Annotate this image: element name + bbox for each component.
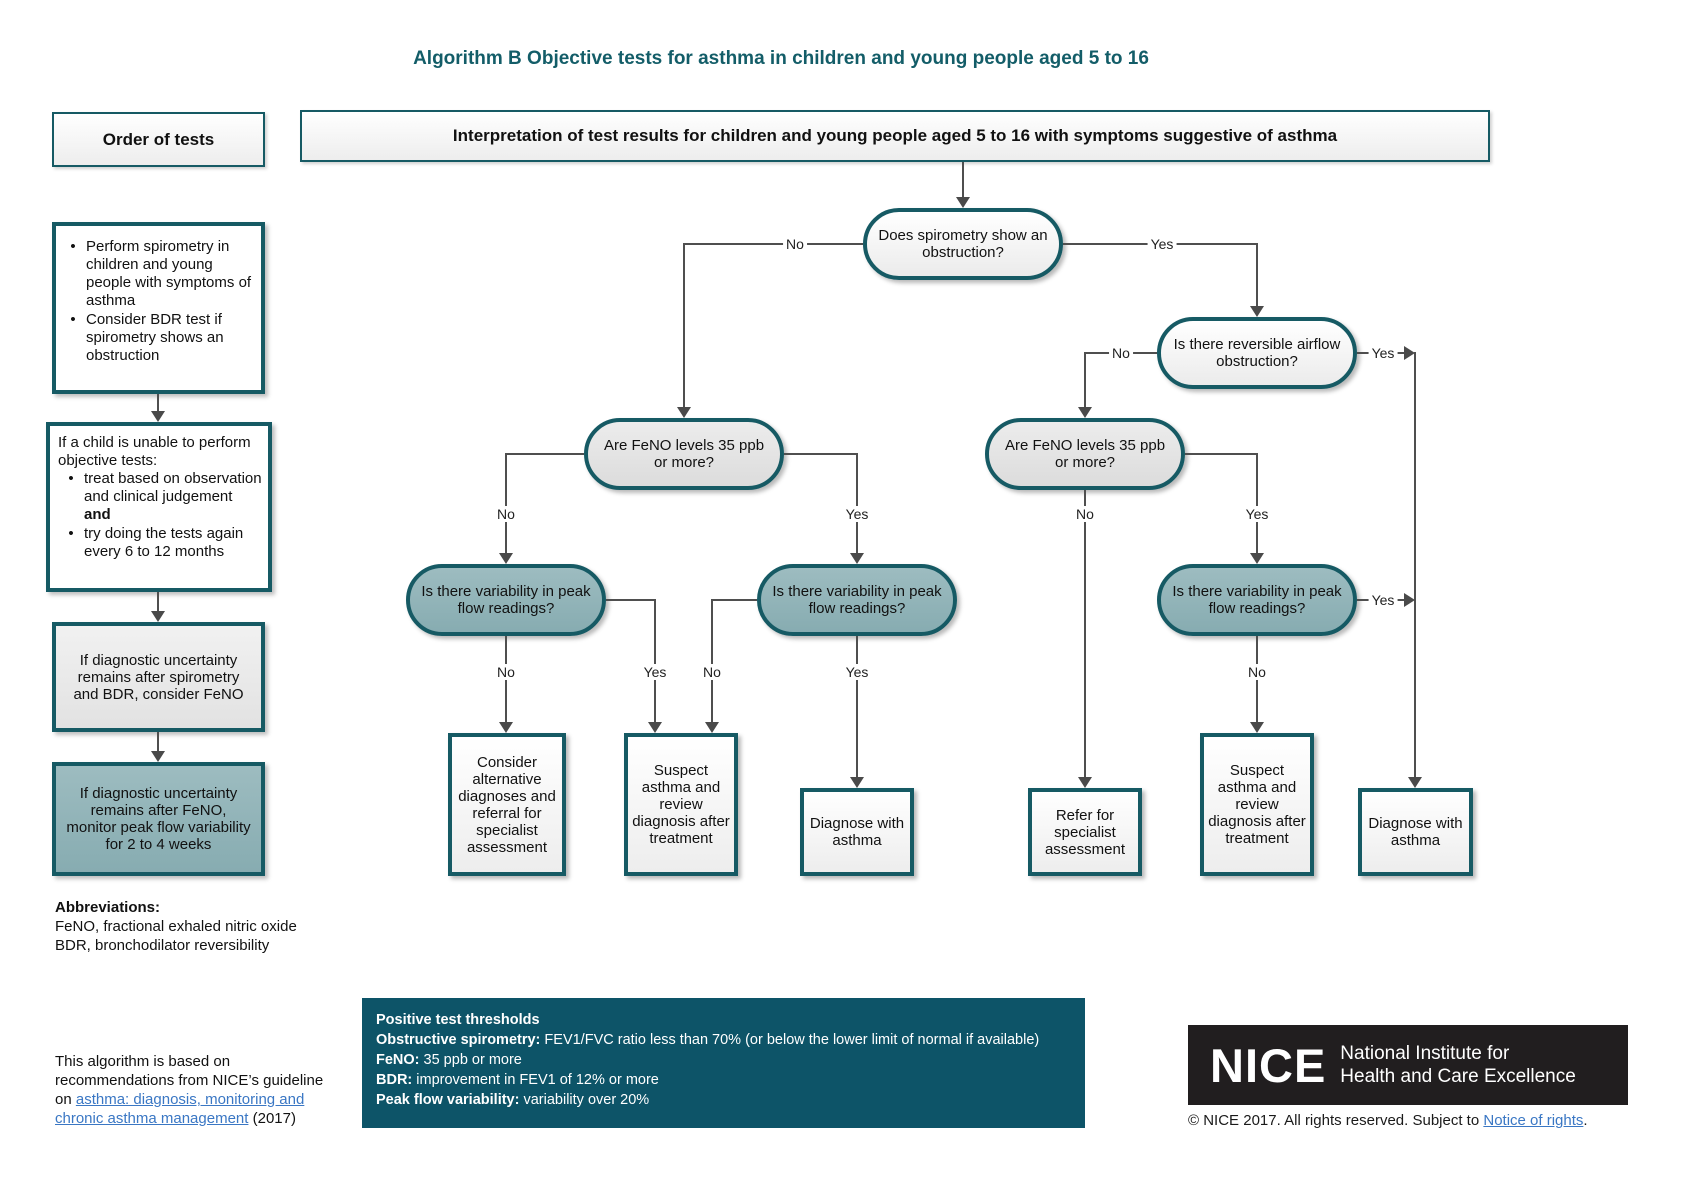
connector-line — [1084, 490, 1086, 777]
notice-of-rights-link[interactable]: Notice of rights — [1483, 1112, 1584, 1129]
interpretation-header: Interpretation of test results for children and young people aged 5 to 16 with symptoms suggestive of asthma — [300, 110, 1490, 162]
nice-logo-tagline — [1340, 1042, 1576, 1088]
threshold-label: FeNO: — [376, 1052, 420, 1068]
arrowhead-down — [151, 411, 165, 422]
connector-line — [684, 243, 863, 245]
list-item — [60, 238, 257, 310]
order-of-tests-header: Order of tests — [52, 112, 265, 167]
nice-logo-wordmark: NICE — [1210, 1038, 1327, 1092]
list-item-text-part: treat based on observation and clinical judgement — [84, 470, 262, 505]
guideline-link[interactable]: asthma: diagnosis, monitoring and chronic asthma management — [55, 1091, 305, 1127]
threshold-line — [376, 1070, 1071, 1090]
threshold-value: FEV1/FVC ratio less than 70% (or below the lower limit of normal if available) — [540, 1032, 1040, 1048]
order-step-2-box — [46, 422, 272, 592]
copyright-text: © NICE 2017. All rights reserved. Subject to — [1188, 1112, 1484, 1129]
copyright-text: . — [1583, 1112, 1588, 1129]
node-feno-left: Are FeNO levels 35 ppb or more? — [584, 418, 784, 490]
outcome-suspect-asthma-right: Suspect asthma and review diagnosis after treatment — [1200, 733, 1314, 876]
edge-label-no: No — [1245, 664, 1269, 680]
arrowhead-down — [850, 553, 864, 564]
arrowhead-down — [499, 553, 513, 564]
order-step-1-box — [52, 222, 265, 394]
list-item-text — [84, 470, 262, 524]
nice-logo — [1188, 1025, 1628, 1105]
edge-label-yes: Yes — [641, 664, 670, 680]
abbreviation-line: FeNO, fractional exhaled nitric oxide — [55, 918, 297, 935]
connector-line — [962, 162, 964, 198]
outcome-refer-specialist: Refer for specialist assessment — [1028, 788, 1142, 876]
list-item-bold-part: and — [84, 506, 111, 523]
edge-label-no: No — [494, 664, 518, 680]
edge-label-yes: Yes — [843, 506, 872, 522]
connector-line — [157, 732, 159, 751]
arrowhead-down — [499, 722, 513, 733]
threshold-value: improvement in FEV1 of 12% or more — [412, 1072, 659, 1088]
connector-line — [654, 599, 656, 722]
list-item — [60, 311, 257, 365]
arrowhead-down — [1078, 407, 1092, 418]
threshold-line — [376, 1030, 1071, 1050]
arrowhead-down — [677, 407, 691, 418]
node-peak-flow-right: Is there variability in peak flow readings? — [1157, 564, 1357, 636]
nice-tagline-line: Health and Care Excellence — [1340, 1066, 1576, 1087]
copyright-notice — [1188, 1112, 1588, 1129]
arrowhead-down — [1250, 553, 1264, 564]
nice-tagline-line: National Institute for — [1340, 1043, 1510, 1064]
source-note-text: This algorithm is based on recommendations from NICE’s guideline on — [55, 1053, 324, 1108]
edge-label-yes: Yes — [1369, 345, 1398, 361]
threshold-value: 35 ppb or more — [419, 1052, 522, 1068]
list-item-text: try doing the tests again every 6 to 12 months — [84, 525, 244, 560]
connector-line — [505, 453, 507, 553]
connector-line — [506, 453, 584, 455]
arrowhead-down — [151, 751, 165, 762]
edge-label-no: No — [700, 664, 724, 680]
source-note — [55, 1052, 341, 1128]
node-reversible-airflow: Is there reversible airflow obstruction? — [1157, 317, 1357, 389]
arrowhead-down — [648, 722, 662, 733]
node-spirometry-obstruction: Does spirometry show an obstruction? — [863, 208, 1063, 280]
connector-line — [1256, 243, 1258, 307]
connector-line — [856, 636, 858, 777]
threshold-line — [376, 1050, 1071, 1070]
order-step-3-box: If diagnostic uncertainty remains after spirometry and BDR, consider FeNO — [52, 622, 265, 732]
connector-line — [856, 453, 858, 553]
threshold-value: variability over 20% — [519, 1092, 650, 1108]
bullet-icon: • — [70, 238, 76, 255]
page-title: Algorithm B Objective tests for asthma in children and young people aged 5 to 16 — [413, 48, 1149, 69]
connector-line — [683, 243, 685, 408]
arrowhead-down — [1408, 777, 1422, 788]
edge-label-yes: Yes — [1148, 236, 1177, 252]
outcome-diagnose-asthma-left: Diagnose with asthma — [800, 788, 914, 876]
connector-line — [712, 599, 757, 601]
list-item — [58, 525, 262, 561]
abbreviation-line: BDR, bronchodilator reversibility — [55, 937, 270, 954]
arrowhead-right — [1404, 593, 1415, 607]
arrowhead-down — [1078, 777, 1092, 788]
edge-label-yes: Yes — [843, 664, 872, 680]
connector-line — [1084, 352, 1086, 408]
order-step-4-box: If diagnostic uncertainty remains after FeNO, monitor peak flow variability for 2 to 4 weeks — [52, 762, 265, 876]
edge-label-no: No — [1109, 345, 1133, 361]
positive-test-thresholds-box — [362, 998, 1085, 1128]
source-note-text: (2017) — [248, 1110, 296, 1127]
arrowhead-down — [1250, 306, 1264, 317]
connector-line — [606, 599, 655, 601]
bullet-icon: • — [68, 470, 74, 487]
edge-label-no: No — [783, 236, 807, 252]
outcome-suspect-asthma-left: Suspect asthma and review diagnosis after treatment — [624, 733, 738, 876]
list-item-text: Perform spirometry in children and young people with symptoms of asthma — [86, 238, 252, 309]
box-intro-text: If a child is unable to perform objective tests: — [58, 434, 251, 469]
connector-line — [1414, 352, 1416, 777]
connector-line — [1185, 453, 1257, 455]
bullet-icon: • — [68, 525, 74, 542]
threshold-line — [376, 1090, 1071, 1110]
abbreviations — [55, 898, 297, 955]
arrowhead-down — [1250, 722, 1264, 733]
threshold-label: Obstructive spirometry: — [376, 1032, 541, 1048]
node-peak-flow-middle: Is there variability in peak flow readings? — [757, 564, 957, 636]
edge-label-no: No — [494, 506, 518, 522]
edge-label-yes: Yes — [1369, 592, 1398, 608]
connector-line — [784, 453, 857, 455]
list-item — [58, 470, 262, 524]
arrowhead-down — [850, 777, 864, 788]
bullet-icon: • — [70, 311, 76, 328]
outcome-diagnose-asthma-right: Diagnose with asthma — [1358, 788, 1473, 876]
node-peak-flow-left: Is there variability in peak flow readings? — [406, 564, 606, 636]
arrowhead-down — [705, 722, 719, 733]
thresholds-title: Positive test thresholds — [376, 1012, 540, 1028]
connector-line — [711, 599, 713, 722]
outcome-consider-alternative: Consider alternative diagnoses and referral for specialist assessment — [448, 733, 566, 876]
threshold-label: Peak flow variability: — [376, 1092, 520, 1108]
connector-line — [157, 592, 159, 611]
edge-label-no: No — [1073, 506, 1097, 522]
edge-label-yes: Yes — [1243, 506, 1272, 522]
threshold-label: BDR: — [376, 1072, 413, 1088]
abbreviations-heading: Abbreviations: — [55, 899, 161, 916]
arrowhead-down — [151, 611, 165, 622]
list-item-text: Consider BDR test if spirometry shows an obstruction — [86, 311, 224, 364]
connector-line — [157, 394, 159, 412]
arrowhead-down — [956, 197, 970, 208]
connector-line — [1256, 453, 1258, 553]
node-feno-right: Are FeNO levels 35 ppb or more? — [985, 418, 1185, 490]
